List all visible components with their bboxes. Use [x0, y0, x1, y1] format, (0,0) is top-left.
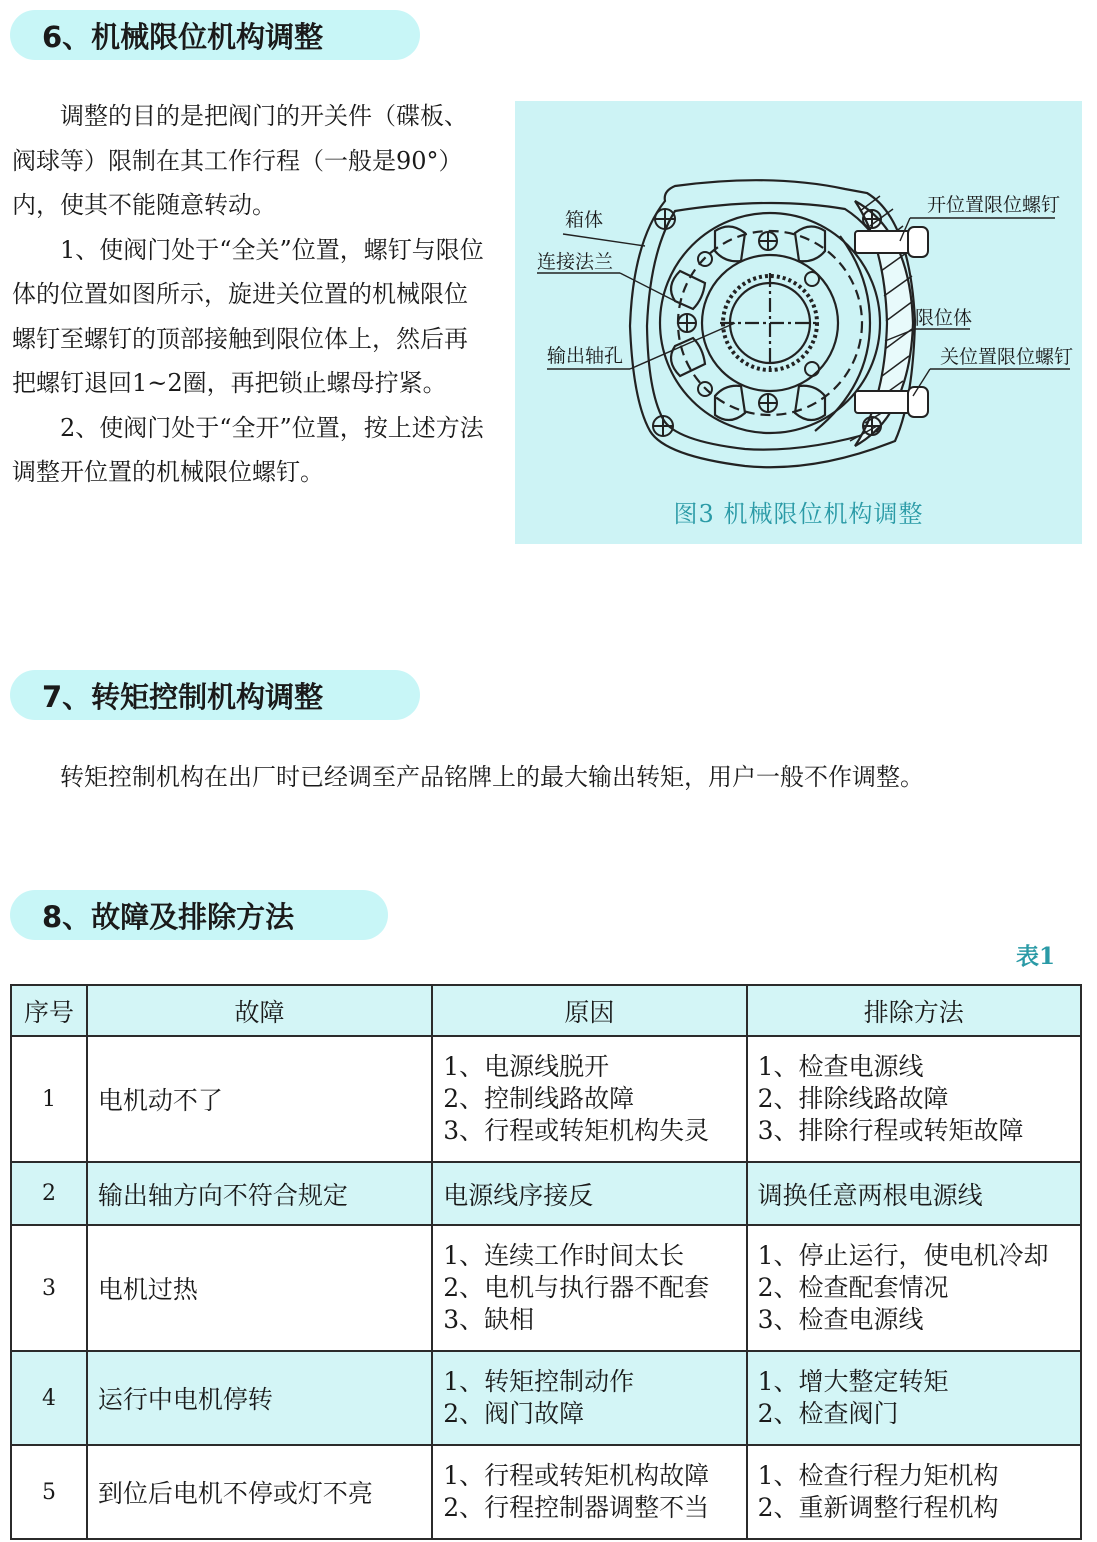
table-header-row: [11, 985, 1081, 1036]
row-causes: [432, 1225, 746, 1351]
row-number: 1: [11, 1036, 87, 1162]
header-cause: 原因: [432, 985, 746, 1036]
fix-item: 3、检查电源线: [757, 1305, 924, 1334]
row-causes: [432, 1036, 746, 1162]
fix-item: 1、检查电源线: [757, 1052, 924, 1081]
fix-item: 1、增大整定转矩: [757, 1367, 949, 1396]
row-causes: [432, 1162, 746, 1225]
cause-item: 3、行程或转矩机构失灵: [443, 1116, 710, 1145]
section-7-heading: 7、转矩控制机构调整: [10, 670, 420, 720]
row-fault: 电机过热: [87, 1225, 432, 1351]
row-number: 4: [11, 1351, 87, 1445]
table-row: [11, 1036, 1081, 1162]
label-close-screw: 关位置限位螺钉: [940, 346, 1074, 368]
header-number: 序号: [11, 985, 87, 1036]
fix-item: 2、检查阀门: [757, 1399, 899, 1428]
table-row: [11, 1162, 1081, 1225]
figure-limit-mechanism: [515, 101, 1082, 544]
limit-mechanism-diagram: [515, 101, 1082, 544]
row-fixes: [747, 1162, 1081, 1225]
cause-item: 1、电源线脱开: [443, 1052, 610, 1081]
table-row: [11, 1351, 1081, 1445]
row-number: 3: [11, 1225, 87, 1351]
row-fault: 输出轴方向不符合规定: [87, 1162, 432, 1225]
cause-item: 1、行程或转矩机构故障: [443, 1461, 710, 1490]
section-6-heading: 6、机械限位机构调整: [10, 10, 420, 60]
cause-item: 电源线序接反: [443, 1180, 594, 1210]
row-number: 5: [11, 1445, 87, 1539]
cause-item: 2、电机与执行器不配套: [443, 1273, 710, 1302]
fault-table: [10, 984, 1082, 1540]
table-row: [11, 1225, 1081, 1351]
row-fixes: [747, 1445, 1081, 1539]
row-fault: 运行中电机停转: [87, 1351, 432, 1445]
fix-item: 1、停止运行，使电机冷却: [757, 1241, 1049, 1270]
fix-item: 1、检查行程力矩机构: [757, 1461, 999, 1490]
fix-item: 2、检查配套情况: [757, 1273, 949, 1302]
table-label: 表1: [1015, 943, 1055, 970]
row-fault: 电机动不了: [87, 1036, 432, 1162]
cause-item: 2、行程控制器调整不当: [443, 1493, 710, 1522]
label-open-screw: 开位置限位螺钉: [927, 194, 1061, 216]
row-fault: 到位后电机不停或灯不亮: [87, 1445, 432, 1539]
section-8-heading: 8、故障及排除方法: [10, 890, 388, 940]
row-causes: [432, 1351, 746, 1445]
label-flange: 连接法兰: [537, 251, 614, 273]
label-shaft-hole: 输出轴孔: [547, 345, 624, 367]
header-fix: 排除方法: [747, 985, 1081, 1036]
header-fault: 故障: [87, 985, 432, 1036]
fix-item: 2、重新调整行程机构: [757, 1493, 999, 1522]
fix-item: 3、排除行程或转矩故障: [757, 1116, 1024, 1145]
cause-item: 1、转矩控制动作: [443, 1367, 635, 1396]
paragraph-step-2: 2、使阀门处于“全开”位置，按上述方法调整开位置的机械限位螺钉。: [12, 413, 484, 486]
cause-item: 2、阀门故障: [443, 1399, 585, 1428]
label-box: 箱体: [565, 209, 604, 231]
paragraph-step-1: 1、使阀门处于“全关”位置，螺钉与限位体的位置如图所示，旋进关位置的机械限位螺钉至螺钉的顶部接触到限位体上，然后再把螺钉退回1~2圈，再把锁止螺母拧紧。: [12, 235, 484, 397]
row-number: 2: [11, 1162, 87, 1225]
row-causes: [432, 1445, 746, 1539]
section-6-text: [12, 94, 486, 495]
row-fixes: [747, 1036, 1081, 1162]
cause-item: 3、缺相: [443, 1305, 535, 1334]
cause-item: 2、控制线路故障: [443, 1084, 635, 1113]
paragraph-purpose: 调整的目的是把阀门的开关件（碟板、阀球等）限制在其工作行程（一般是90°）内，使其不能随意转动。: [12, 102, 468, 219]
fix-item: 2、排除线路故障: [757, 1084, 949, 1113]
label-limit-body: 限位体: [915, 307, 973, 329]
fix-item: 调换任意两根电源线: [757, 1180, 983, 1210]
paragraph-torque: 转矩控制机构在出厂时已经调至产品铭牌上的最大输出转矩，用户一般不作调整。: [60, 763, 924, 791]
row-fixes: [747, 1351, 1081, 1445]
row-fixes: [747, 1225, 1081, 1351]
table-row: [11, 1445, 1081, 1539]
section-7-text: [12, 755, 1082, 800]
figure-caption: 图3 机械限位机构调整: [673, 500, 924, 528]
cause-item: 1、连续工作时间太长: [443, 1241, 685, 1270]
